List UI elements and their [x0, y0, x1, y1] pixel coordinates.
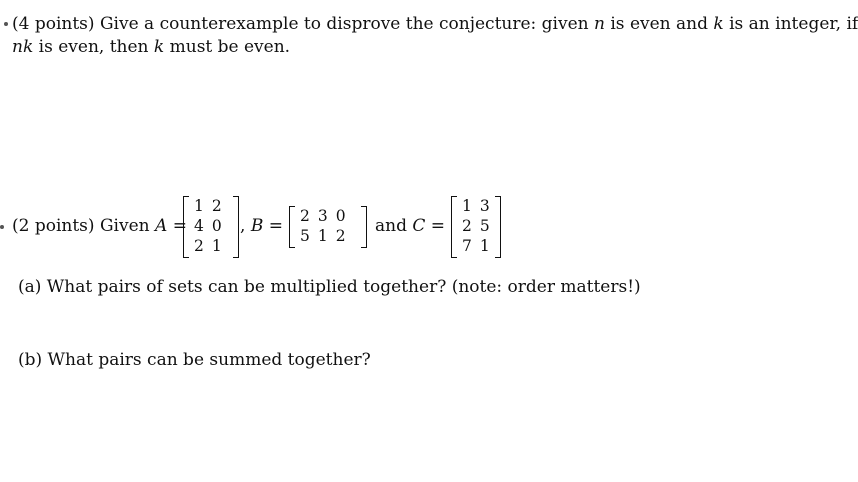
q1-var-k2: k: [153, 37, 165, 57]
q2-mid-c: [375, 216, 445, 236]
matrix-c-cell: 1: [462, 197, 472, 215]
q1-line2: [12, 37, 290, 57]
comma-a: ,: [240, 216, 246, 236]
matrix-a-name: A: [155, 216, 168, 236]
matrix-a-left-bracket: [183, 196, 189, 258]
q2-bullet: [0, 225, 4, 229]
matrix-c-left-bracket: [451, 196, 457, 258]
q1-text-b: is even and: [610, 14, 708, 34]
eq-b: =: [268, 216, 283, 236]
matrix-b-table: [296, 206, 350, 246]
q1-text-c: is an integer, if: [729, 14, 858, 34]
matrix-a-cell: 1: [211, 237, 222, 255]
matrix-b: [289, 206, 367, 248]
q1-line1: [12, 14, 858, 34]
matrix-c-cell: 5: [479, 217, 490, 235]
and-text: and: [375, 216, 407, 236]
q1-text-d: is even, then: [38, 37, 149, 57]
matrix-b-right-bracket: [361, 206, 367, 248]
matrix-b-left-bracket: [289, 206, 295, 248]
matrix-c-right-bracket: [495, 196, 501, 258]
matrix-c-cell: 1: [479, 237, 490, 255]
q2-part-a: (a) What pairs of sets can be multiplied together? (note: order matters!): [18, 277, 641, 297]
q1-var-k: k: [713, 14, 724, 34]
q1-var-nk: nk: [12, 37, 34, 57]
matrix-b-cell: 2: [335, 227, 346, 245]
eq-a: =: [172, 216, 187, 236]
q1-bullet: [4, 22, 8, 26]
q1-var-n: n: [594, 14, 605, 34]
matrix-c-cell: 7: [462, 237, 472, 255]
q2-points: (2 points): [12, 216, 95, 236]
q1-text-a: Give a counterexample to disprove the conjecture: given: [99, 14, 589, 34]
matrix-a-cell: 1: [194, 197, 204, 215]
q2-part-b: (b) What pairs can be summed together?: [18, 350, 371, 370]
matrix-c-name: C: [412, 216, 426, 236]
q2-mid-b: [240, 216, 283, 236]
matrix-b-cell: 2: [300, 207, 310, 225]
matrix-a-cell: 4: [194, 217, 204, 235]
matrix-b-cell: 1: [317, 227, 328, 245]
q1-points: (4 points): [12, 14, 95, 34]
matrix-b-cell: 3: [317, 207, 328, 225]
matrix-b-cell: 0: [335, 207, 346, 225]
matrix-a-cell: 0: [211, 217, 222, 235]
matrix-a-cell: 2: [211, 197, 222, 215]
matrix-c-table: [458, 196, 494, 256]
q2-prefix: [12, 216, 187, 236]
matrix-a-right-bracket: [233, 196, 239, 258]
matrix-c: [451, 196, 501, 258]
q1-text-e: must be even.: [169, 37, 291, 57]
matrix-b-cell: 5: [300, 227, 310, 245]
eq-c: =: [430, 216, 446, 236]
matrix-a: [183, 196, 239, 258]
matrix-a-cell: 2: [194, 237, 204, 255]
matrix-b-name: B: [250, 216, 264, 236]
matrix-c-cell: 3: [479, 197, 490, 215]
matrix-a-table: [190, 196, 226, 256]
q2-given: Given: [99, 216, 150, 236]
matrix-c-cell: 2: [462, 217, 472, 235]
